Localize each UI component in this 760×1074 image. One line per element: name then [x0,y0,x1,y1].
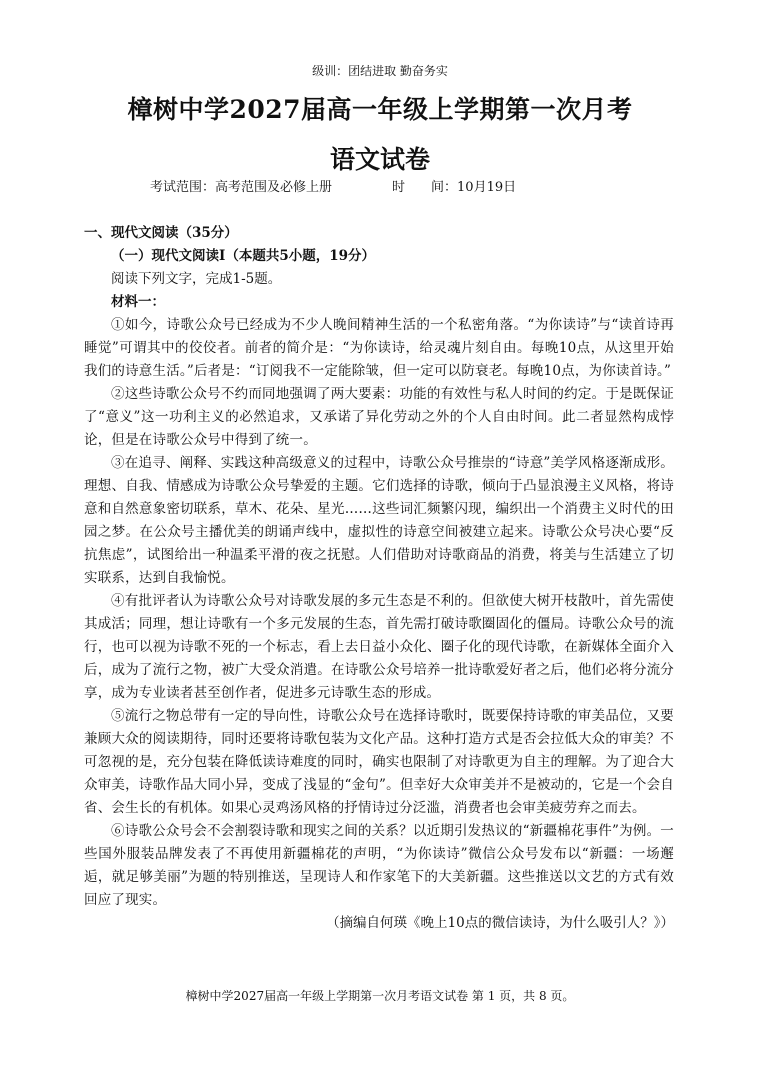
paragraph-5: ⑤流行之物总带有一定的导向性，诗歌公众号在选择诗歌时，既要保持诗歌的审美品位，又要兼顾大众的阅读期待，同时还要将诗歌包装为文化产品。这种打造方式是否会拉低大众的审美？不可忽视的是，充分包装在降低读诗难度的同时，确实也限制了对诗歌更为自主的理解。为了迎合大众审美，诗歌作品大同小异，变成了浅显的“金句”。但幸好大众审美并不是被动的，它是一个会自省、会生长的有机体。如果心灵鸡汤风格的抒情诗过分泛滥，消费者也会审美疲劳弃之而去。 [84,708,674,816]
exam-time-value: 10月19日 [457,180,517,195]
paragraph-3: ③在追寻、阐释、实践这种高级意义的过程中，诗歌公众号推崇的“诗意”美学风格逐渐成形。理想、自我、情感成为诗歌公众号挚爱的主题。它们选择的诗歌，倾向于凸显浪漫主义风格，将诗意和自然意象密切联系，草木、花朵、星光……这些词汇频繁闪现，编织出一个消费主义时代的田园之梦。在公众号主播优美的朗诵声线中，虚拟性的诗意空间被建立起来。诗歌公众号决心要“反抗焦虑”，试图给出一种温柔平滑的夜之抚慰。人们借助对诗歌商品的消费，将美与生活建立了切实联系，达到自我愉悦。 [84,455,674,586]
paragraph-2: ②这些诗歌公众号不约而同地强调了两大要素：功能的有效性与私人时间的约定。于是既保证了“意义”这一功利主义的必然追求，又承诺了异化劳动之外的个人自由时间。此二者显然构成悖论，但是在诗歌公众号中得到了统一。 [84,386,674,448]
exam-title: 樟树中学2027届高一年级上学期第一次月考 [127,95,633,124]
page-footer: 樟树中学2027届高一年级上学期第一次月考语文试卷 第 1 页，共 8 页。 [185,989,575,1003]
section-heading: 一、现代文阅读（35分） [84,225,238,241]
material-label: 材料一： [111,294,165,310]
exam-meta [150,176,516,195]
paragraph-4: ④有批评者认为诗歌公众号对诗歌发展的多元生态是不利的。但欲使大树开枝散叶，首先需使其成活；同理，想让诗歌有一个多元发展的生态，首先需打破诗歌圈固化的僵局。诗歌公众号的流行，也可以视为诗歌不死的一个标志，看上去日益小众化、圈子化的现代诗歌，在新媒体全面介入后，成为了流行之物，被广大受众消遣。在诗歌公众号培养一批诗歌爱好者之后，他们必将分流分享，成为专业读者甚至创作者，促进多元诗歌生态的形成。 [84,593,674,701]
instruction: 阅读下列文字，完成1-5题。 [111,271,282,287]
subsection-heading: （一）现代文阅读I（本题共5小题，19分） [111,248,375,264]
class-motto: 级训：团结进取 勤奋务实 [312,64,448,78]
source-citation: （摘编自何瑛《晚上10点的微信读诗，为什么吸引人？》） [326,915,674,931]
reading-section [84,222,674,935]
paragraph-1: ①如今，诗歌公众号已经成为不少人晚间精神生活的一个私密角落。“为你读诗”与“读首诗再睡觉”可谓其中的佼佼者。前者的简介是：“为你读诗，给灵魂片刻自由。每晚10点，从这里开始我们的诗意生活。”后者是：“订阅我不一定能除皱，但一定可以防衰老。每晚10点，为你读首诗。” [84,317,674,379]
exam-subtitle: 语文试卷 [329,145,430,174]
paragraph-6: ⑥诗歌公众号会不会割裂诗歌和现实之间的关系？以近期引发热议的“新疆棉花事件”为例。一些国外服装品牌发表了不再使用新疆棉花的声明，“为你读诗”微信公众号发布以“新疆：一场邂逅，就足够美丽”为题的特别推送，呈现诗人和作家笔下的大美新疆。这些推送以文艺的方式有效回应了现实。 [84,823,674,908]
exam-time-label: 时 间： [392,180,458,195]
exam-scope: 考试范围：高考范围及必修上册 [150,180,333,195]
